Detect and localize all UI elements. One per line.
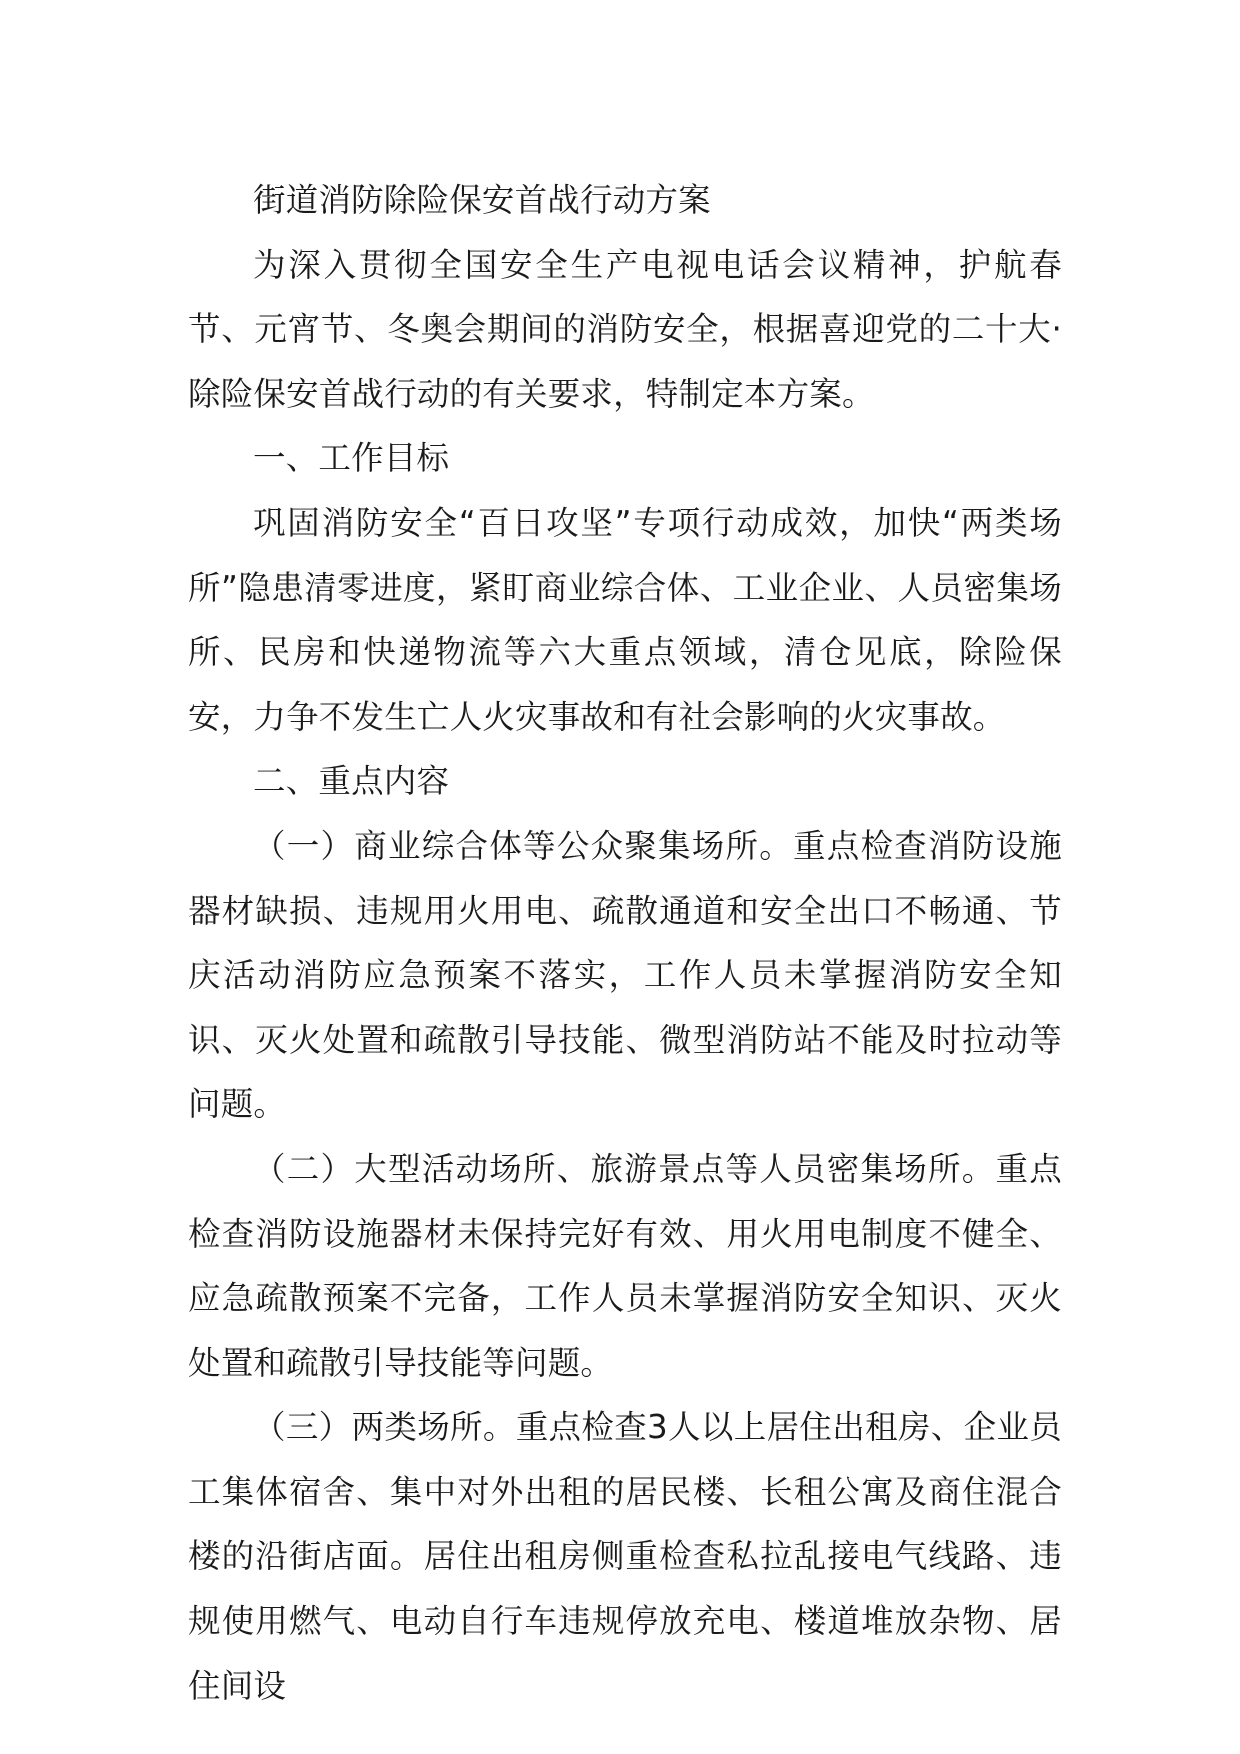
document-title: 街道消防除险保安首战行动方案 — [253, 181, 711, 219]
section-heading-key-content: 二、重点内容 — [253, 762, 450, 801]
key-content-item-2: （二）大型活动场所、旅游景点等人员密集场所。重点检查消防设施器材未保持完好有效、用火用电制度不健全、应急疏散预案不完备，工作人员未掌握消防安全知识、灭火处置和疏散引导技能等问题。 — [188, 1149, 1062, 1382]
document-body — [188, 168, 1062, 1718]
section-heading-goals: 一、工作目标 — [253, 439, 450, 478]
key-content-item-3: （三）两类场所。重点检查3人以上居住出租房、企业员工集体宿舍、集中对外出租的居民楼、长租公寓及商住混合楼的沿街店面。居住出租房侧重检查私拉乱接电气线路、违规使用燃气、电动自行车违规停放充电、楼道堆放杂物、居住间设 — [188, 1408, 1062, 1705]
intro-paragraph: 为深入贯彻全国安全生产电视电话会议精神，护航春节、元宵节、冬奥会期间的消防安全，根据喜迎党的二十大·除险保安首战行动的有关要求，特制定本方案。 — [188, 245, 1062, 413]
goals-paragraph: 巩固消防安全“百日攻坚”专项行动成效，加快“两类场所”隐患清零进度，紧盯商业综合体、工业企业、人员密集场所、民房和快递物流等六大重点领域，清仓见底，除险保安，力争不发生亡人火灾事故和有社会影响的火灾事故。 — [188, 503, 1062, 736]
key-content-item-1: （一）商业综合体等公众聚集场所。重点检查消防设施器材缺损、违规用火用电、疏散通道和安全出口不畅通、节庆活动消防应急预案不落实，工作人员未掌握消防安全知识、灭火处置和疏散引导技能、微型消防站不能及时拉动等问题。 — [188, 826, 1062, 1124]
